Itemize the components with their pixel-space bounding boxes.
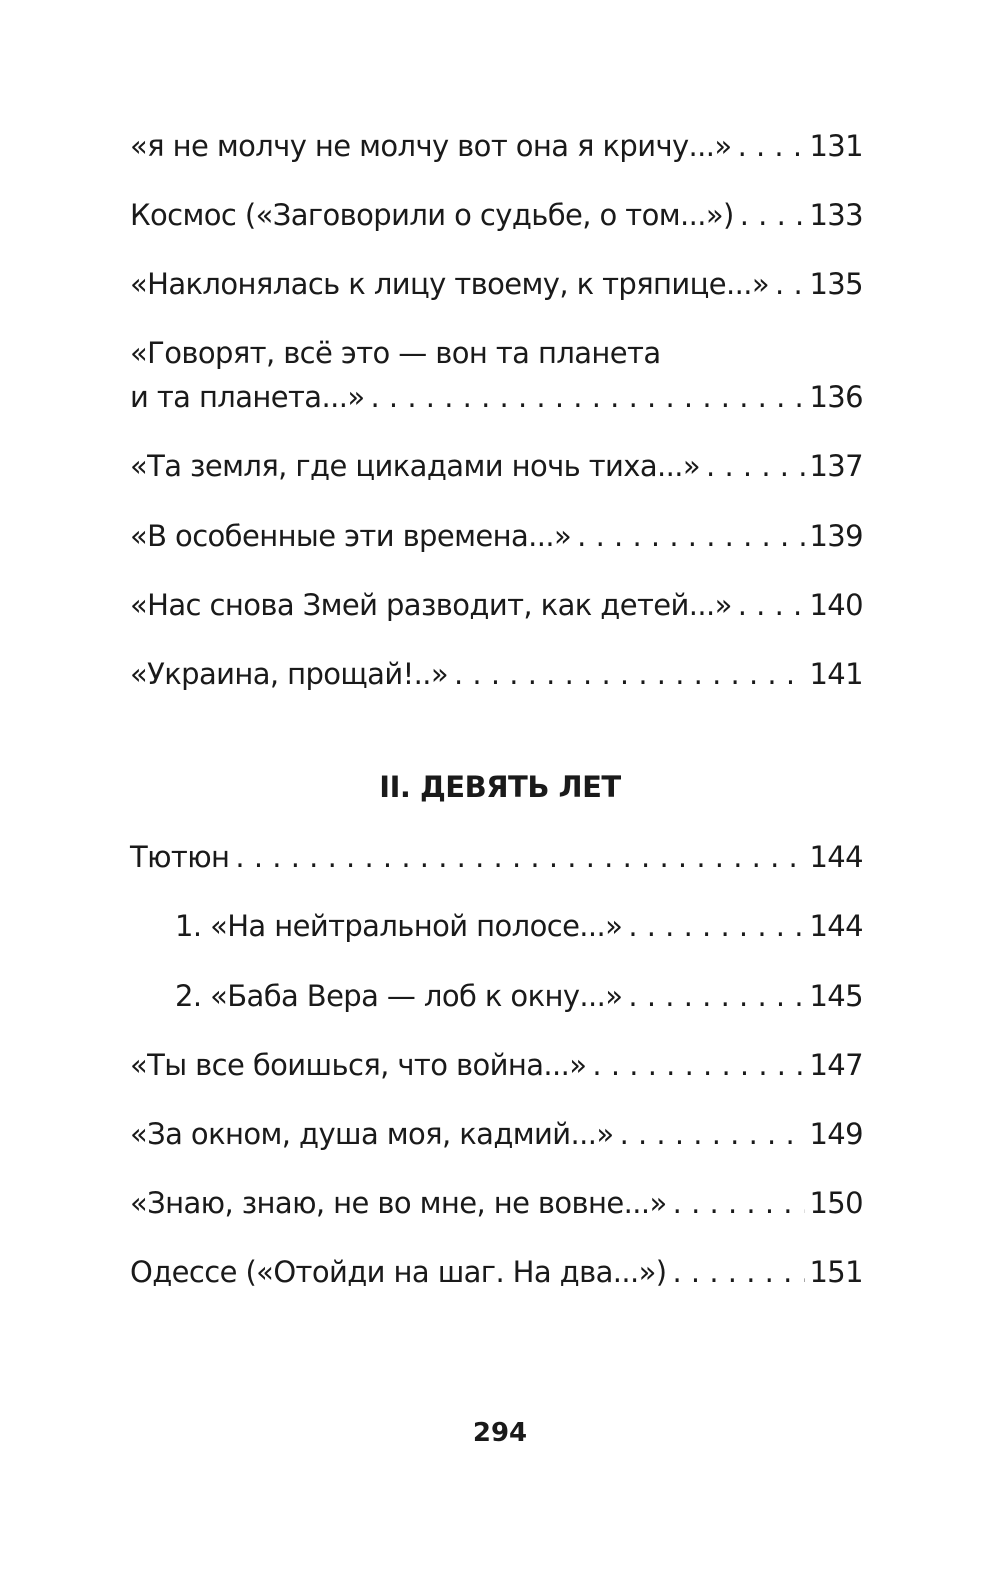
- toc-entry-title: «Украина, прощай!..»: [130, 657, 448, 691]
- toc-entry-title: «я не молчу не молчу вот она я кричу...»: [130, 129, 732, 163]
- dot-leader: [706, 444, 805, 488]
- dot-leader: [592, 1043, 805, 1087]
- toc-entry-page: 135: [809, 267, 863, 301]
- toc-entry-title: «Ты все боишься, что война...»: [130, 1048, 587, 1082]
- toc-entry-title: и та планета...»: [130, 380, 365, 414]
- toc-subentry: [175, 904, 863, 948]
- toc-entry-page: 147: [809, 1048, 863, 1082]
- toc-entry-title-line1: «Говорят, всё это — вон та планета: [130, 336, 661, 370]
- toc-entry: [130, 514, 863, 558]
- toc-entry-title: «За окном, душа моя, кадмий...»: [130, 1117, 614, 1151]
- toc-entry-title: 1. «На нейтральной полосе...»: [175, 909, 623, 943]
- toc-entry-page: 140: [809, 588, 863, 622]
- toc-entry-page: 141: [809, 657, 863, 691]
- toc-entry: [130, 1043, 863, 1087]
- toc-entry: [130, 124, 863, 168]
- toc-entry-page: 136: [809, 380, 863, 414]
- dot-leader: [577, 514, 805, 558]
- toc-entry-page: 144: [809, 909, 863, 943]
- dot-leader: [628, 904, 805, 948]
- toc-entry-title: «В особенные эти времена...»: [130, 519, 572, 553]
- dot-leader: [454, 652, 805, 696]
- toc-entry-page: 150: [809, 1186, 863, 1220]
- toc-entry: [130, 583, 863, 627]
- toc-entry: [130, 444, 863, 488]
- toc-entry-title: Тютюн: [130, 840, 230, 874]
- toc-entry-page: 149: [809, 1117, 863, 1151]
- dot-leader: [673, 1250, 806, 1294]
- toc-entry-title: «Нас снова Змей разводит, как детей...»: [130, 588, 732, 622]
- toc-entry-page: 137: [809, 449, 863, 483]
- toc-entry: [130, 1250, 863, 1294]
- toc-entry: [130, 193, 863, 237]
- dot-leader: [370, 375, 805, 419]
- page-number: 294: [472, 1418, 528, 1448]
- toc-entry-page: 145: [809, 979, 863, 1013]
- toc-entry-page: 133: [809, 198, 863, 232]
- toc-entry-page: 131: [809, 129, 863, 163]
- toc-entry-title: Одессе («Отойди на шаг. На два...»): [130, 1255, 667, 1289]
- dot-leader: [235, 835, 805, 879]
- toc-entry-title: «Знаю, знаю, не во мне, не вовне...»: [130, 1186, 667, 1220]
- dot-leader: [738, 583, 806, 627]
- toc-entry: [130, 652, 863, 696]
- dot-leader: [775, 262, 805, 306]
- toc-entry: [130, 835, 863, 879]
- toc-entry-title: «Та земля, где цикадами ночь тиха...»: [130, 449, 701, 483]
- section-heading: II. ДЕВЯТЬ ЛЕТ: [379, 770, 621, 804]
- dot-leader: [628, 974, 805, 1018]
- toc-entry-page: 144: [809, 840, 863, 874]
- toc-entry-title: «Наклонялась к лицу твоему, к тряпице...»: [130, 267, 770, 301]
- toc-entry-page: 139: [809, 519, 863, 553]
- toc-entry-title: 2. «Баба Вера — лоб к окну...»: [175, 979, 623, 1013]
- dot-leader: [740, 193, 806, 237]
- toc-entry: [130, 1181, 863, 1225]
- toc-entry: [130, 1112, 863, 1156]
- toc-entry: [130, 331, 863, 419]
- toc-subentry: [175, 974, 863, 1018]
- toc-entry-page: 151: [809, 1255, 863, 1289]
- toc-entry: [130, 262, 863, 306]
- dot-leader: [620, 1112, 806, 1156]
- dot-leader: [673, 1181, 806, 1225]
- dot-leader: [738, 124, 806, 168]
- toc-entry-title: Космос («Заговорили о судьбе, о том...»): [130, 198, 734, 232]
